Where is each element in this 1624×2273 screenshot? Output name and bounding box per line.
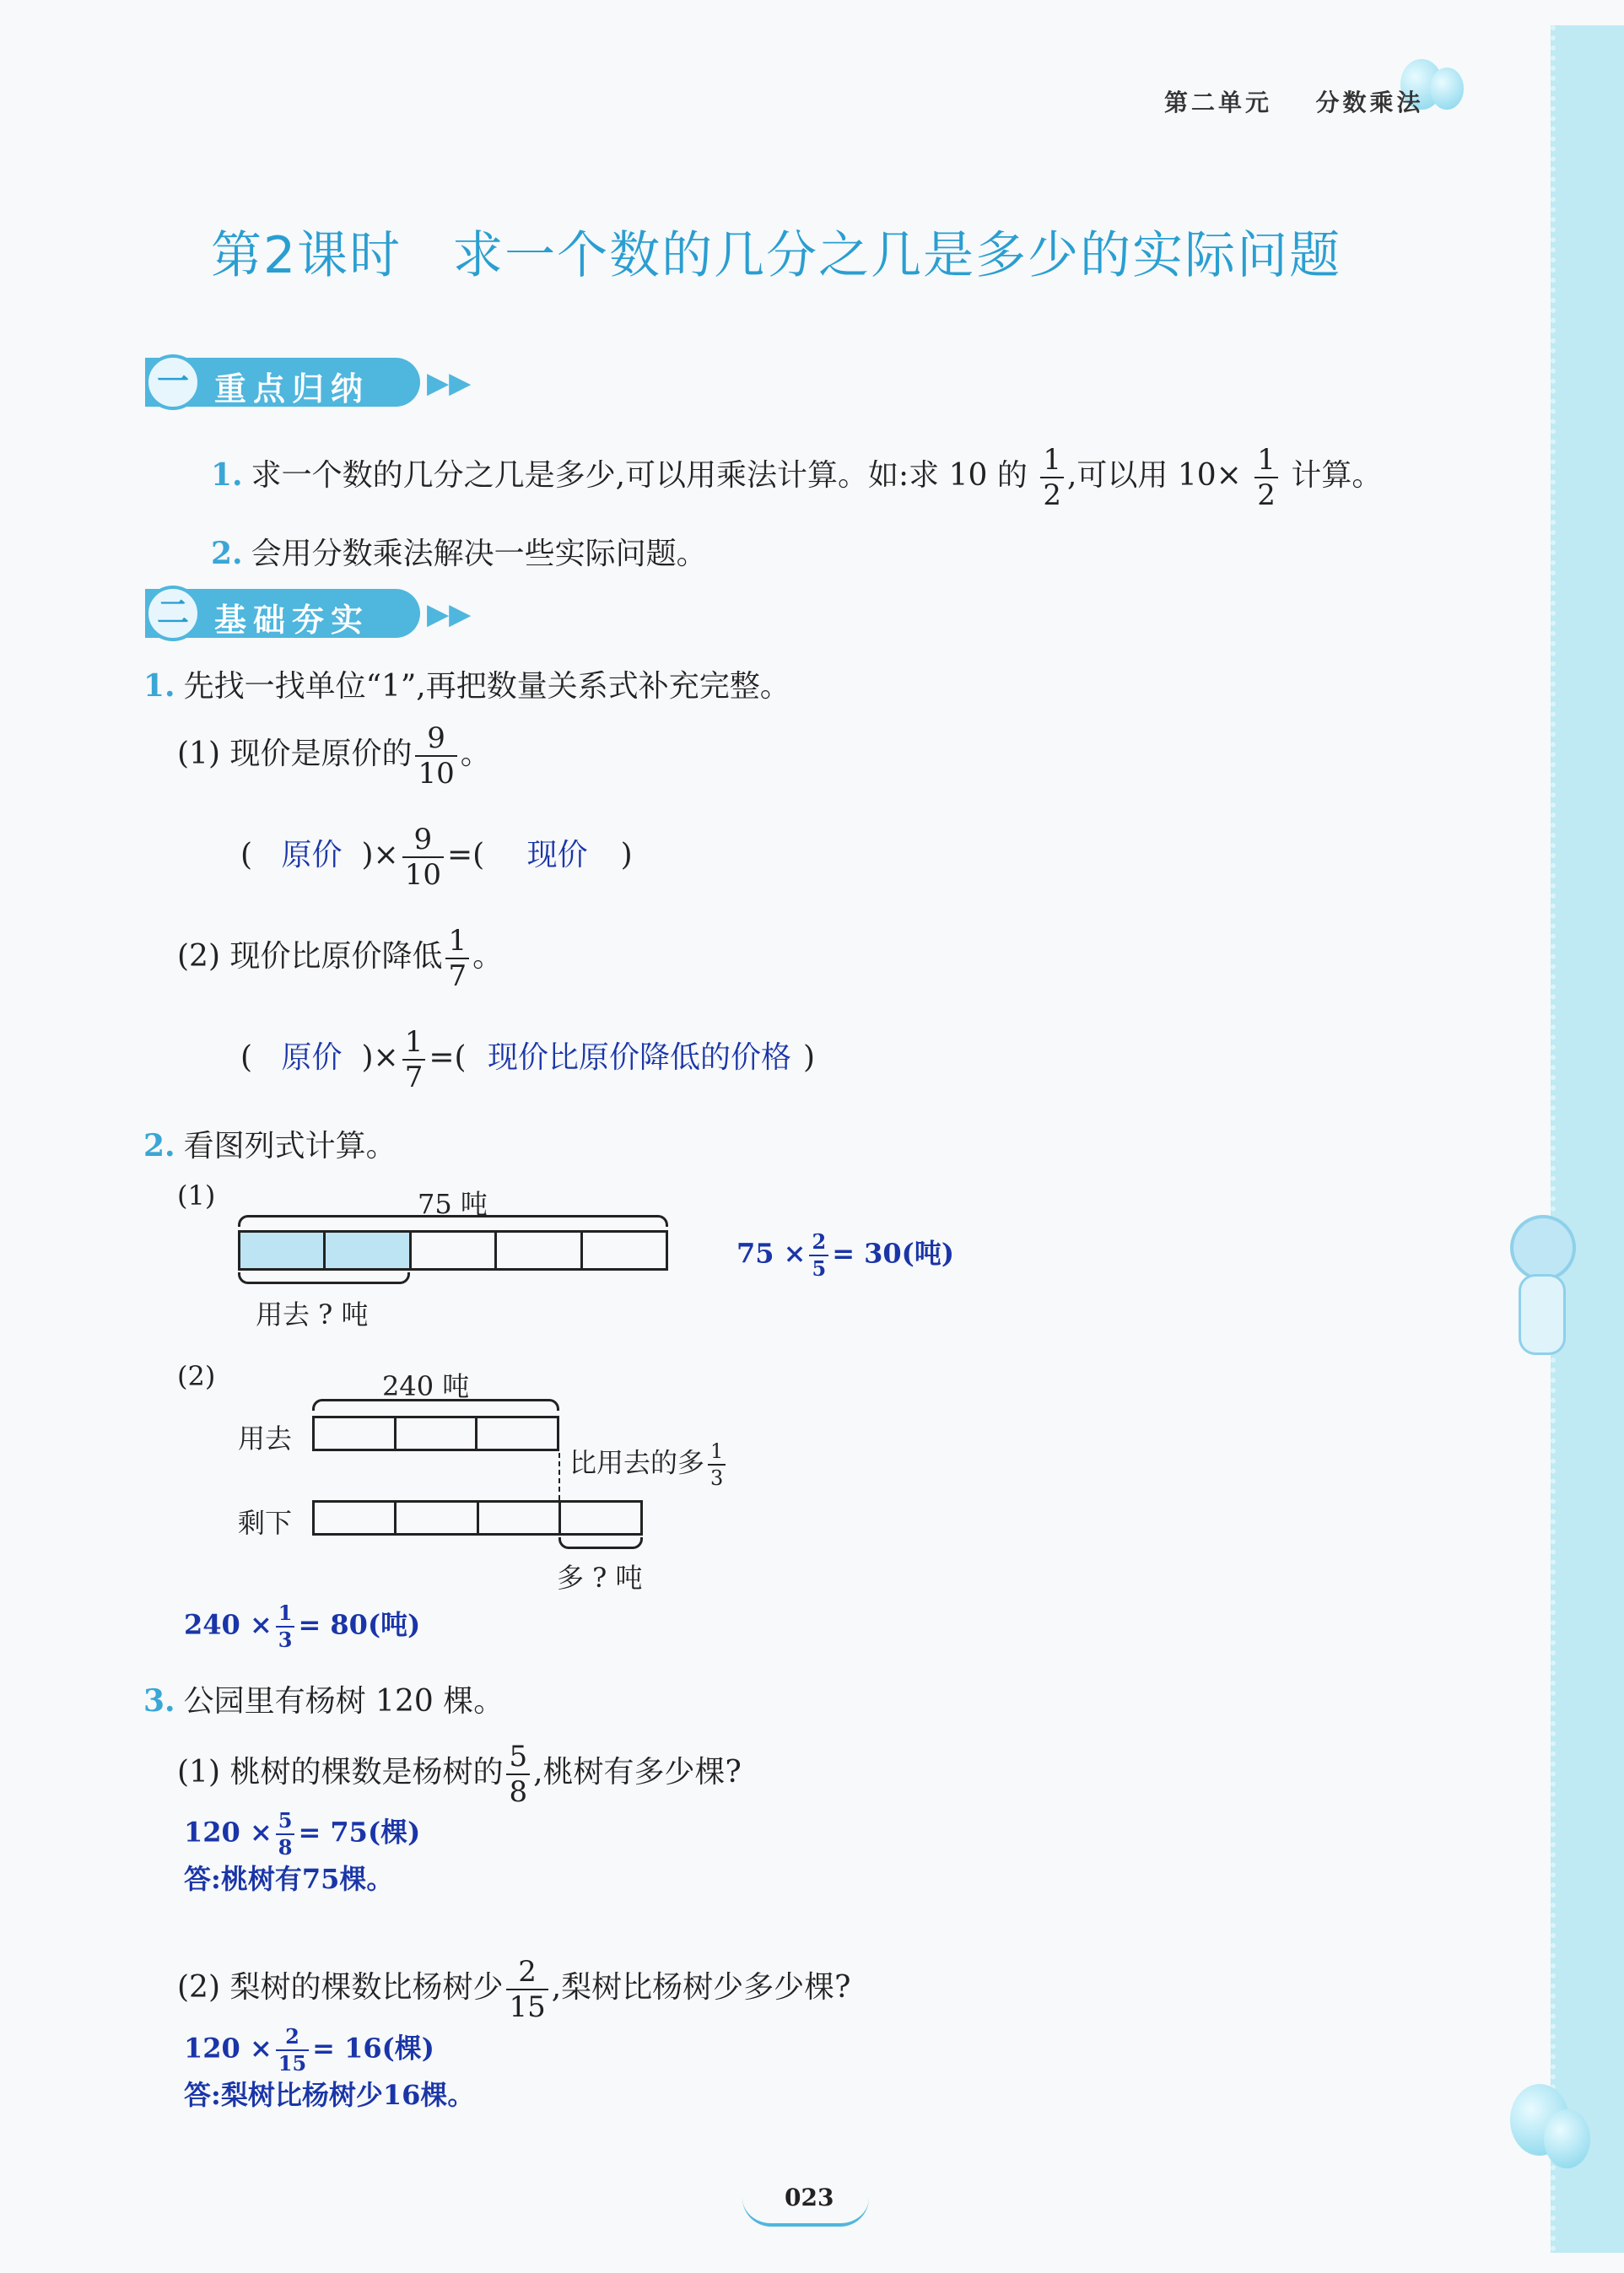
girl-mascot-icon: [1510, 1215, 1576, 1281]
question-3-part-1: (1) 桃树的棵数是杨树的 $\frac{5}{8}$ ,桃树有多少棵?: [177, 1740, 742, 1809]
diagram-brace-top: [238, 1215, 668, 1227]
fraction: $\frac{2}{5}$: [809, 1232, 828, 1279]
answer-equation: 75 × $\frac{2}{5}$ = 30(吨): [736, 1229, 954, 1281]
diagram-brace-bottom: [558, 1537, 643, 1549]
part-text: (1) 现价是原价的: [177, 737, 413, 771]
section-number: 二: [145, 586, 201, 641]
question-number: 2.: [143, 1128, 175, 1163]
unit-label: 第二单元: [1164, 89, 1273, 116]
question-3: [143, 1677, 504, 1720]
bar-segment: [561, 1503, 640, 1533]
girl-mascot-body-icon: [1519, 1274, 1566, 1355]
question-number: 1.: [143, 668, 175, 704]
bar-segment: [479, 1503, 561, 1533]
bar-segment: [477, 1418, 557, 1449]
diagram-dashed-guide: [558, 1453, 560, 1500]
page-number: 023: [785, 2184, 834, 2211]
part-text: (1) 桃树的棵数是杨树的: [177, 1755, 504, 1790]
question-number: 3.: [143, 1683, 175, 1719]
diagram-more-label: 比用去的多 $\frac{1}{3}$: [569, 1441, 729, 1488]
bar-segment: [497, 1233, 582, 1268]
part-text: (2) 现价比原价降低: [177, 939, 443, 974]
diagram-total-label: 75 吨: [418, 1188, 488, 1220]
key-point-text: 计算。: [1291, 458, 1383, 493]
question-text: 公园里有杨树 120 棵。: [183, 1684, 504, 1719]
chapter-label: 分数乘法: [1315, 89, 1424, 116]
double-arrow-icon: ▶▶: [427, 597, 472, 631]
diagram-row-label: 剩下: [238, 1507, 293, 1539]
key-point-text: 求一个数的几分之几是多少,可以用乘法计算。如:求 10 的: [251, 458, 1028, 493]
question-3-part-2: (2) 梨树的棵数比杨树少 $\frac{2}{15}$ ,梨树比杨树少多少棵?: [177, 1955, 851, 2024]
fraction: $\frac{1}{3}$: [708, 1441, 726, 1488]
section-number: 一: [145, 354, 201, 410]
question-2-part-1-label: (1): [177, 1180, 216, 1212]
fraction: $\frac{1}{7}$: [402, 1028, 426, 1092]
fraction: $\frac{1}{7}$: [445, 926, 469, 991]
question-text: 看图列式计算。: [183, 1129, 397, 1163]
page-title: [211, 215, 1341, 288]
fraction: $\frac{1}{2}$: [1254, 445, 1278, 510]
answer-blank[interactable]: 原价: [281, 838, 343, 872]
balloon-icon: [1544, 2109, 1590, 2168]
fraction: $\frac{9}{10}$: [402, 825, 444, 889]
item-number: 2.: [211, 536, 243, 571]
question-1: [143, 662, 790, 705]
bar-segment-used: [240, 1233, 326, 1268]
fraction: $\frac{1}{3}$: [276, 1603, 295, 1650]
answer-blank[interactable]: 现价比原价降低的价格: [488, 1040, 792, 1075]
key-point-1: [211, 445, 1382, 510]
question-1-part-2: (2) 现价比原价降低 $\frac{1}{7}$ 。: [177, 924, 504, 993]
bar-segment: [412, 1233, 497, 1268]
diagram-total-label: 240 吨: [382, 1370, 470, 1402]
answer-equation: 120 × $\frac{2}{15}$ = 16(棵): [184, 2024, 434, 2076]
diagram-bar-remaining: [312, 1500, 643, 1536]
topic-label: 求一个数的几分之几是多少的实际问题: [452, 226, 1342, 285]
fraction: $\frac{5}{8}$: [506, 1742, 530, 1806]
diagram-brace-top: [312, 1399, 559, 1411]
section-header-key-points: [145, 358, 472, 408]
part-text: (2) 梨树的棵数比杨树少: [177, 1970, 504, 2005]
page-header: [1164, 84, 1424, 118]
key-point-text: ,可以用 10×: [1066, 458, 1242, 493]
answer-equation: 120 × $\frac{5}{8}$ = 75(棵): [184, 1808, 421, 1860]
diagram-bar-used: [312, 1416, 559, 1451]
diagram-question-label: 多 ? 吨: [557, 1562, 643, 1594]
decorative-page-edge: [1551, 25, 1624, 2253]
bar-segment: [315, 1503, 397, 1533]
answer-blank[interactable]: 原价: [281, 1040, 343, 1075]
diagram-brace-bottom: [238, 1272, 410, 1284]
section-label: 基础夯实: [214, 602, 370, 639]
fraction: $\frac{2}{15}$: [276, 2027, 309, 2074]
bar-segment-used: [326, 1233, 411, 1268]
question-1-part-1: (1) 现价是原价的 $\frac{9}{10}$ 。: [177, 721, 491, 791]
question-1-part-1-equation: ( 原价 )× $\frac{9}{10}$ =( 现价 ): [240, 823, 633, 892]
bar-segment: [397, 1418, 478, 1449]
answer-text: 答:桃树有75棵。: [184, 1863, 394, 1895]
answer-blank[interactable]: 现价: [526, 838, 588, 872]
lesson-label: 第2课时: [211, 226, 402, 285]
balloon-icon: [1430, 67, 1464, 110]
answer-text: 答:梨树比杨树少16棵。: [184, 2079, 475, 2111]
question-2-part-2-label: (2): [177, 1360, 216, 1392]
diagram-bar: [238, 1230, 668, 1271]
item-number: 1.: [211, 457, 243, 493]
diagram-used-label: 用去 ? 吨: [256, 1298, 369, 1331]
section-header-basics: [145, 589, 472, 639]
fraction: $\frac{2}{15}$: [506, 1957, 548, 2022]
bar-segment: [397, 1503, 478, 1533]
key-point-2: [211, 530, 707, 573]
fraction: $\frac{5}{8}$: [276, 1811, 295, 1858]
question-1-part-2-equation: ( 原价 )× $\frac{1}{7}$ =( 现价比原价降低的价格 ): [240, 1025, 816, 1094]
bar-segment: [315, 1418, 397, 1449]
section-label: 重点归纳: [214, 370, 370, 408]
diagram-row-label: 用去: [238, 1423, 293, 1455]
key-point-text: 会用分数乘法解决一些实际问题。: [251, 537, 707, 571]
question-text: 先找一找单位“1”,再把数量关系式补充完整。: [183, 669, 790, 704]
fraction: $\frac{1}{2}$: [1040, 445, 1064, 510]
fraction: $\frac{9}{10}$: [415, 724, 456, 788]
double-arrow-icon: ▶▶: [427, 366, 472, 400]
answer-equation: 240 × $\frac{1}{3}$ = 80(吨): [184, 1601, 421, 1652]
question-2: [143, 1122, 397, 1165]
bar-segment: [583, 1233, 666, 1268]
